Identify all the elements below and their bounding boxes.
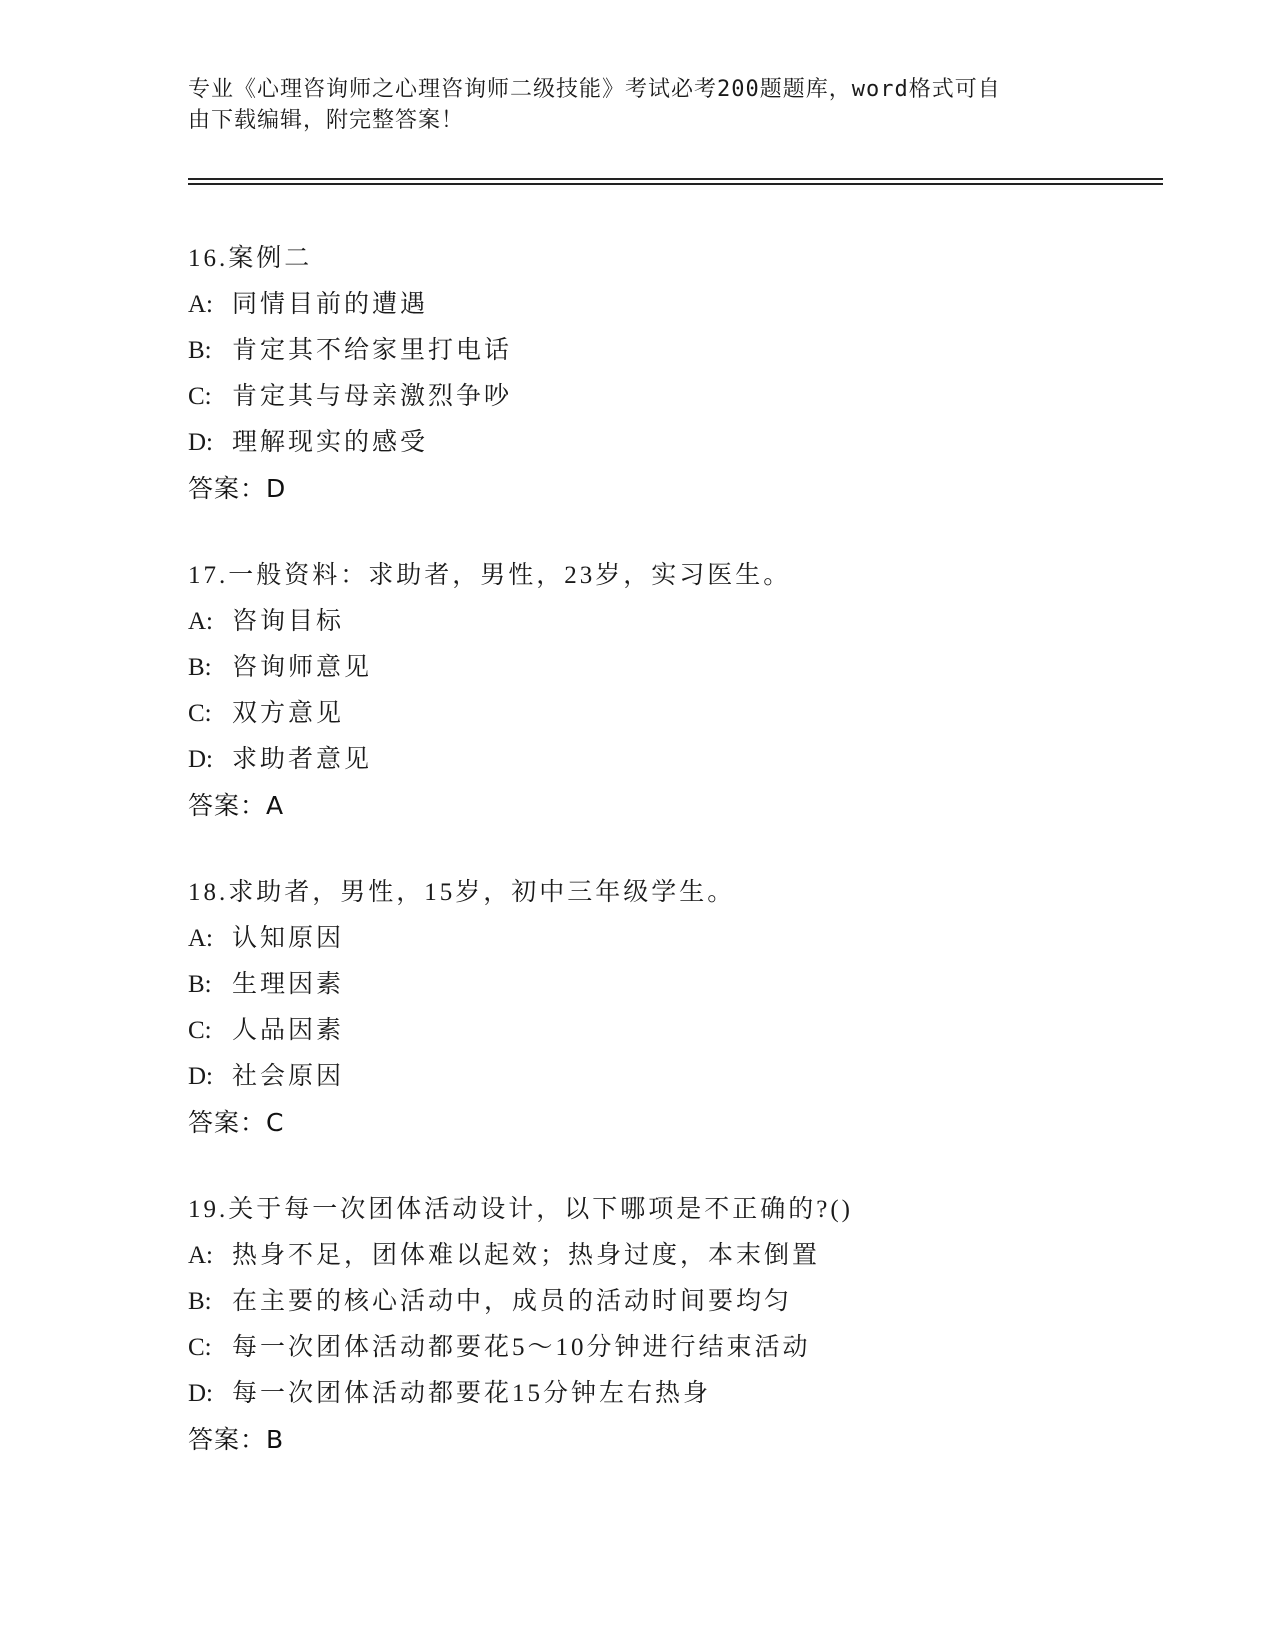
option-letter: B: <box>188 1288 212 1315</box>
option-text: 双方意见 <box>232 700 345 727</box>
option-text: 认知原因 <box>232 925 345 952</box>
option-d <box>188 737 1163 783</box>
question-stem: 19.关于每一次团体活动设计，以下哪项是不正确的?() <box>188 1196 853 1223</box>
answer-line: 答案：B <box>188 1425 285 1454</box>
option-a <box>188 916 1163 962</box>
option-text: 热身不足，团体难以起效；热身过度，本末倒置 <box>232 1242 821 1269</box>
header-divider-top <box>188 178 1163 180</box>
question-18 <box>188 870 1163 1146</box>
option-text: 每一次团体活动都要花15分钟左右热身 <box>232 1380 712 1407</box>
question-16 <box>188 236 1163 512</box>
option-text: 人品因素 <box>232 1017 345 1044</box>
question-stem: 16.案例二 <box>188 245 313 272</box>
option-letter: B: <box>188 337 212 364</box>
option-text: 社会原因 <box>232 1063 345 1090</box>
option-text: 咨询目标 <box>232 608 345 635</box>
option-text: 在主要的核心活动中，成员的活动时间要均匀 <box>232 1288 793 1315</box>
option-letter: C: <box>188 700 212 727</box>
document-header <box>188 74 1078 136</box>
answer-line: 答案：C <box>188 1108 285 1137</box>
option-a <box>188 599 1163 645</box>
option-text: 每一次团体活动都要花5～10分钟进行结束活动 <box>232 1334 811 1361</box>
option-letter: C: <box>188 1334 212 1361</box>
option-letter: D: <box>188 1063 213 1090</box>
header-line-1: 专业《心理咨询师之心理咨询师二级技能》考试必考200题题库，word格式可自 <box>188 77 1001 102</box>
option-d <box>188 1054 1163 1100</box>
option-a <box>188 1233 1163 1279</box>
option-text: 理解现实的感受 <box>232 429 429 456</box>
option-letter: D: <box>188 746 213 773</box>
question-list <box>188 236 1163 1504</box>
answer-line: 答案：D <box>188 474 287 503</box>
option-c <box>188 691 1163 737</box>
question-stem: 18.求助者，男性，15岁，初中三年级学生。 <box>188 879 736 906</box>
option-c <box>188 1325 1163 1371</box>
option-letter: A: <box>188 608 213 635</box>
question-stem: 17.一般资料：求助者，男性，23岁，实习医生。 <box>188 562 792 589</box>
option-c <box>188 1008 1163 1054</box>
answer-line: 答案：A <box>188 791 285 820</box>
option-letter: A: <box>188 1242 213 1269</box>
option-letter: C: <box>188 1017 212 1044</box>
option-b <box>188 328 1163 374</box>
option-text: 肯定其与母亲激烈争吵 <box>232 383 513 410</box>
option-text: 求助者意见 <box>232 746 373 773</box>
option-a <box>188 282 1163 328</box>
option-b <box>188 962 1163 1008</box>
option-d <box>188 1371 1163 1417</box>
option-text: 肯定其不给家里打电话 <box>232 337 513 364</box>
option-c <box>188 374 1163 420</box>
header-line-2: 由下载编辑，附完整答案！ <box>188 108 465 133</box>
option-letter: D: <box>188 1380 213 1407</box>
option-letter: B: <box>188 654 212 681</box>
question-19 <box>188 1187 1163 1463</box>
option-text: 同情目前的遭遇 <box>232 291 429 318</box>
option-b <box>188 645 1163 691</box>
option-letter: A: <box>188 291 213 318</box>
option-letter: A: <box>188 925 213 952</box>
question-17 <box>188 553 1163 829</box>
option-text: 咨询师意见 <box>232 654 373 681</box>
option-letter: B: <box>188 971 212 998</box>
option-letter: D: <box>188 429 213 456</box>
option-letter: C: <box>188 383 212 410</box>
header-divider-bottom <box>188 183 1163 185</box>
option-text: 生理因素 <box>232 971 345 998</box>
option-d <box>188 420 1163 466</box>
option-b <box>188 1279 1163 1325</box>
